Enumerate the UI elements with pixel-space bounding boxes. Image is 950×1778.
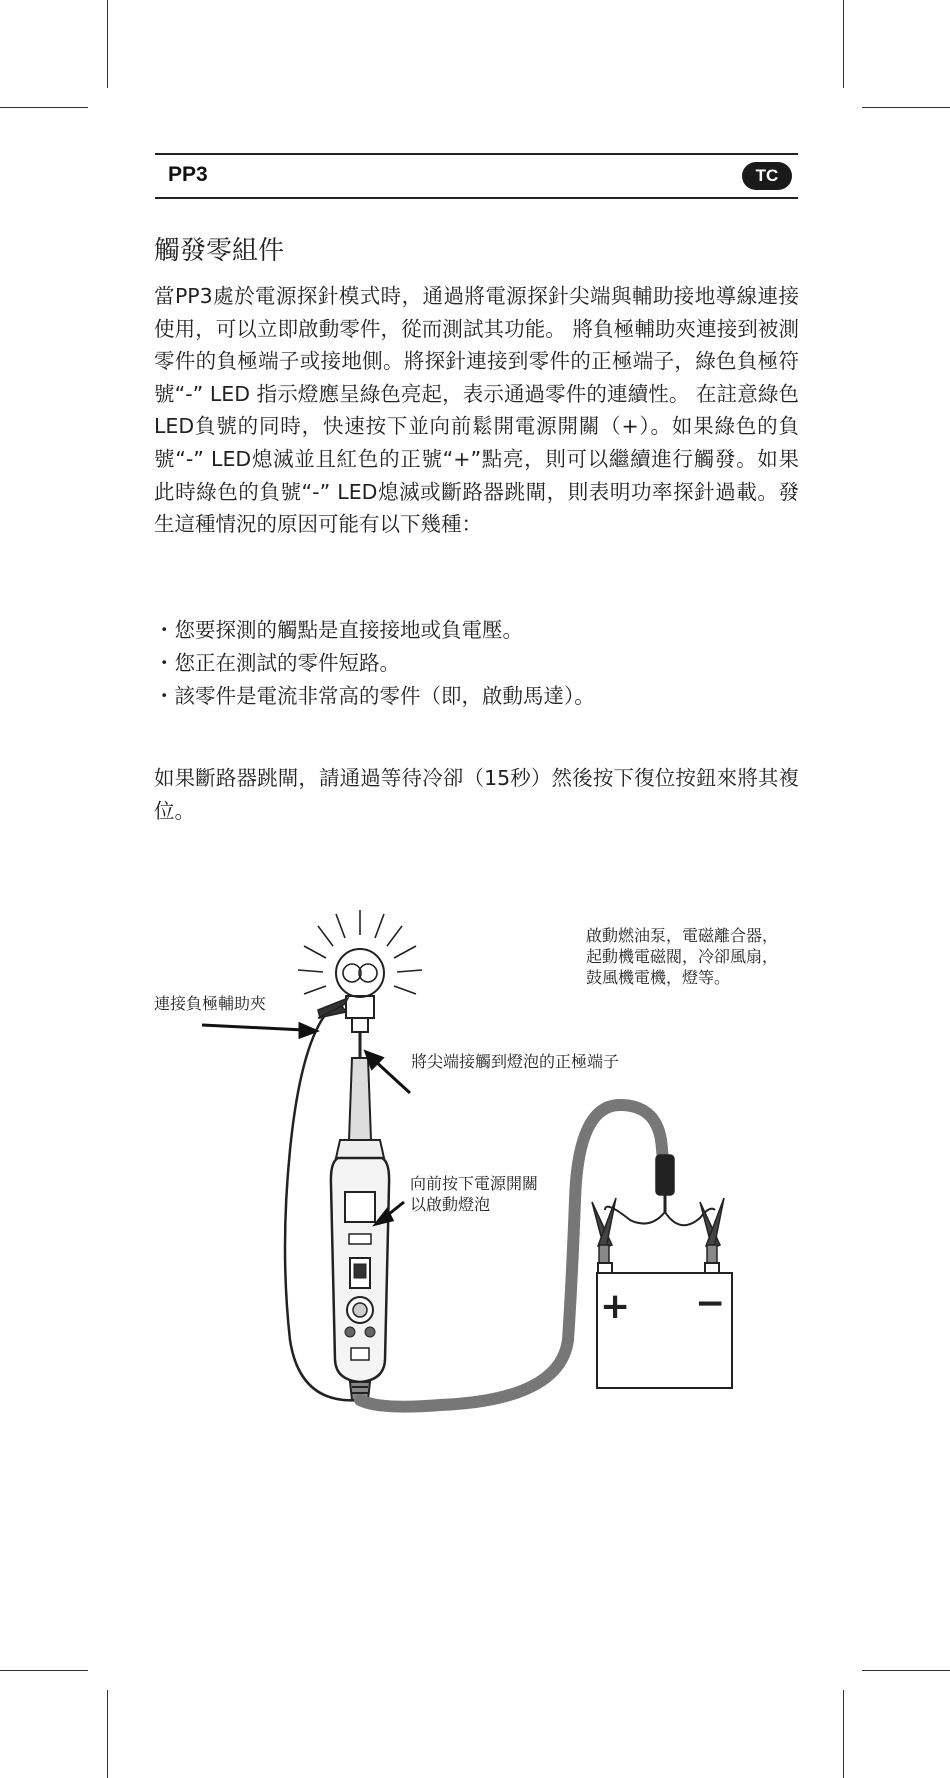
model-title: PP3 — [168, 163, 208, 186]
circuit-breaker-icon — [656, 1155, 674, 1212]
section-heading: 觸發零組件 — [154, 236, 285, 266]
crop-mark — [0, 107, 88, 108]
components-label-line: 啟動燃油泵，電磁離合器， — [586, 926, 779, 945]
causes-list — [154, 614, 595, 713]
crop-mark — [107, 0, 108, 88]
ground-clip-label: 連接負極輔助夾 — [154, 994, 267, 1013]
bulb-icon — [298, 910, 422, 1032]
crop-mark — [862, 1670, 950, 1671]
components-label — [586, 925, 778, 988]
components-label-line: 鼓風機電機，燈等。 — [586, 968, 731, 987]
battery-minus-sign: − — [695, 1283, 726, 1324]
crop-mark — [843, 1690, 844, 1778]
power-cable — [360, 1105, 664, 1407]
power-switch-label-line: 向前按下電源開關 — [410, 1174, 539, 1193]
battery-icon — [597, 1263, 732, 1388]
crop-mark — [862, 107, 950, 108]
power-switch-label — [410, 1173, 538, 1215]
crop-mark — [107, 1690, 108, 1778]
probe-tip-label: 將尖端接觸到燈泡的正極端子 — [411, 1052, 620, 1071]
power-switch-label-line: 以啟動燈泡 — [410, 1195, 491, 1214]
probe-body — [331, 1158, 389, 1382]
list-item: ・ 您正在測試的零件短路。 — [154, 647, 595, 680]
probe-tip — [336, 1032, 384, 1158]
header-top-rule — [155, 153, 798, 155]
wiring-diagram — [0, 900, 950, 1440]
components-label-line: 起動機電磁閥，冷卻風扇， — [586, 947, 779, 966]
ground-clip-icon — [318, 998, 348, 1018]
header-bottom-rule — [155, 197, 798, 199]
language-badge: TC — [742, 162, 792, 190]
intro-paragraph: 當PP3處於電源探針模式時，通過將電源探針尖端與輔助接地導線連接使用，可以立即啟動零件，從而測試其功能。 將負極輔助夾連接到被測零件的負極端子或接地側。將探針連接到零件的正極端子，綠色負極符號“-” LED 指示燈應呈綠色亮起，表示通過零件的連續性。 在註意綠色LED負號的同時，快速按下並向前鬆開電源開關（+）。如果綠色的負號“-” LED熄滅並且紅色的正號“+”點亮，則可以繼續進行觸發。如果此時綠色的負號“-” LED熄滅或斷路器跳閘，則表明功率探針過載。發生這種情況的原因可能有以下幾種： — [154, 284, 799, 537]
crop-mark — [843, 0, 844, 88]
diagram-illustration — [0, 900, 950, 1440]
positive-clamp-icon — [592, 1198, 616, 1263]
reset-note: 如果斷路器跳閘，請通過等待冷卻（15秒）然後按下復位按鈕來將其複位。 — [154, 766, 799, 823]
list-item: ・ 該零件是電流非常高的零件（即，啟動馬達）。 — [154, 680, 595, 713]
battery-plus-sign: + — [600, 1286, 631, 1327]
list-item: ・ 您要探測的觸點是直接接地或負電壓。 — [154, 614, 595, 647]
crop-mark — [0, 1670, 88, 1671]
